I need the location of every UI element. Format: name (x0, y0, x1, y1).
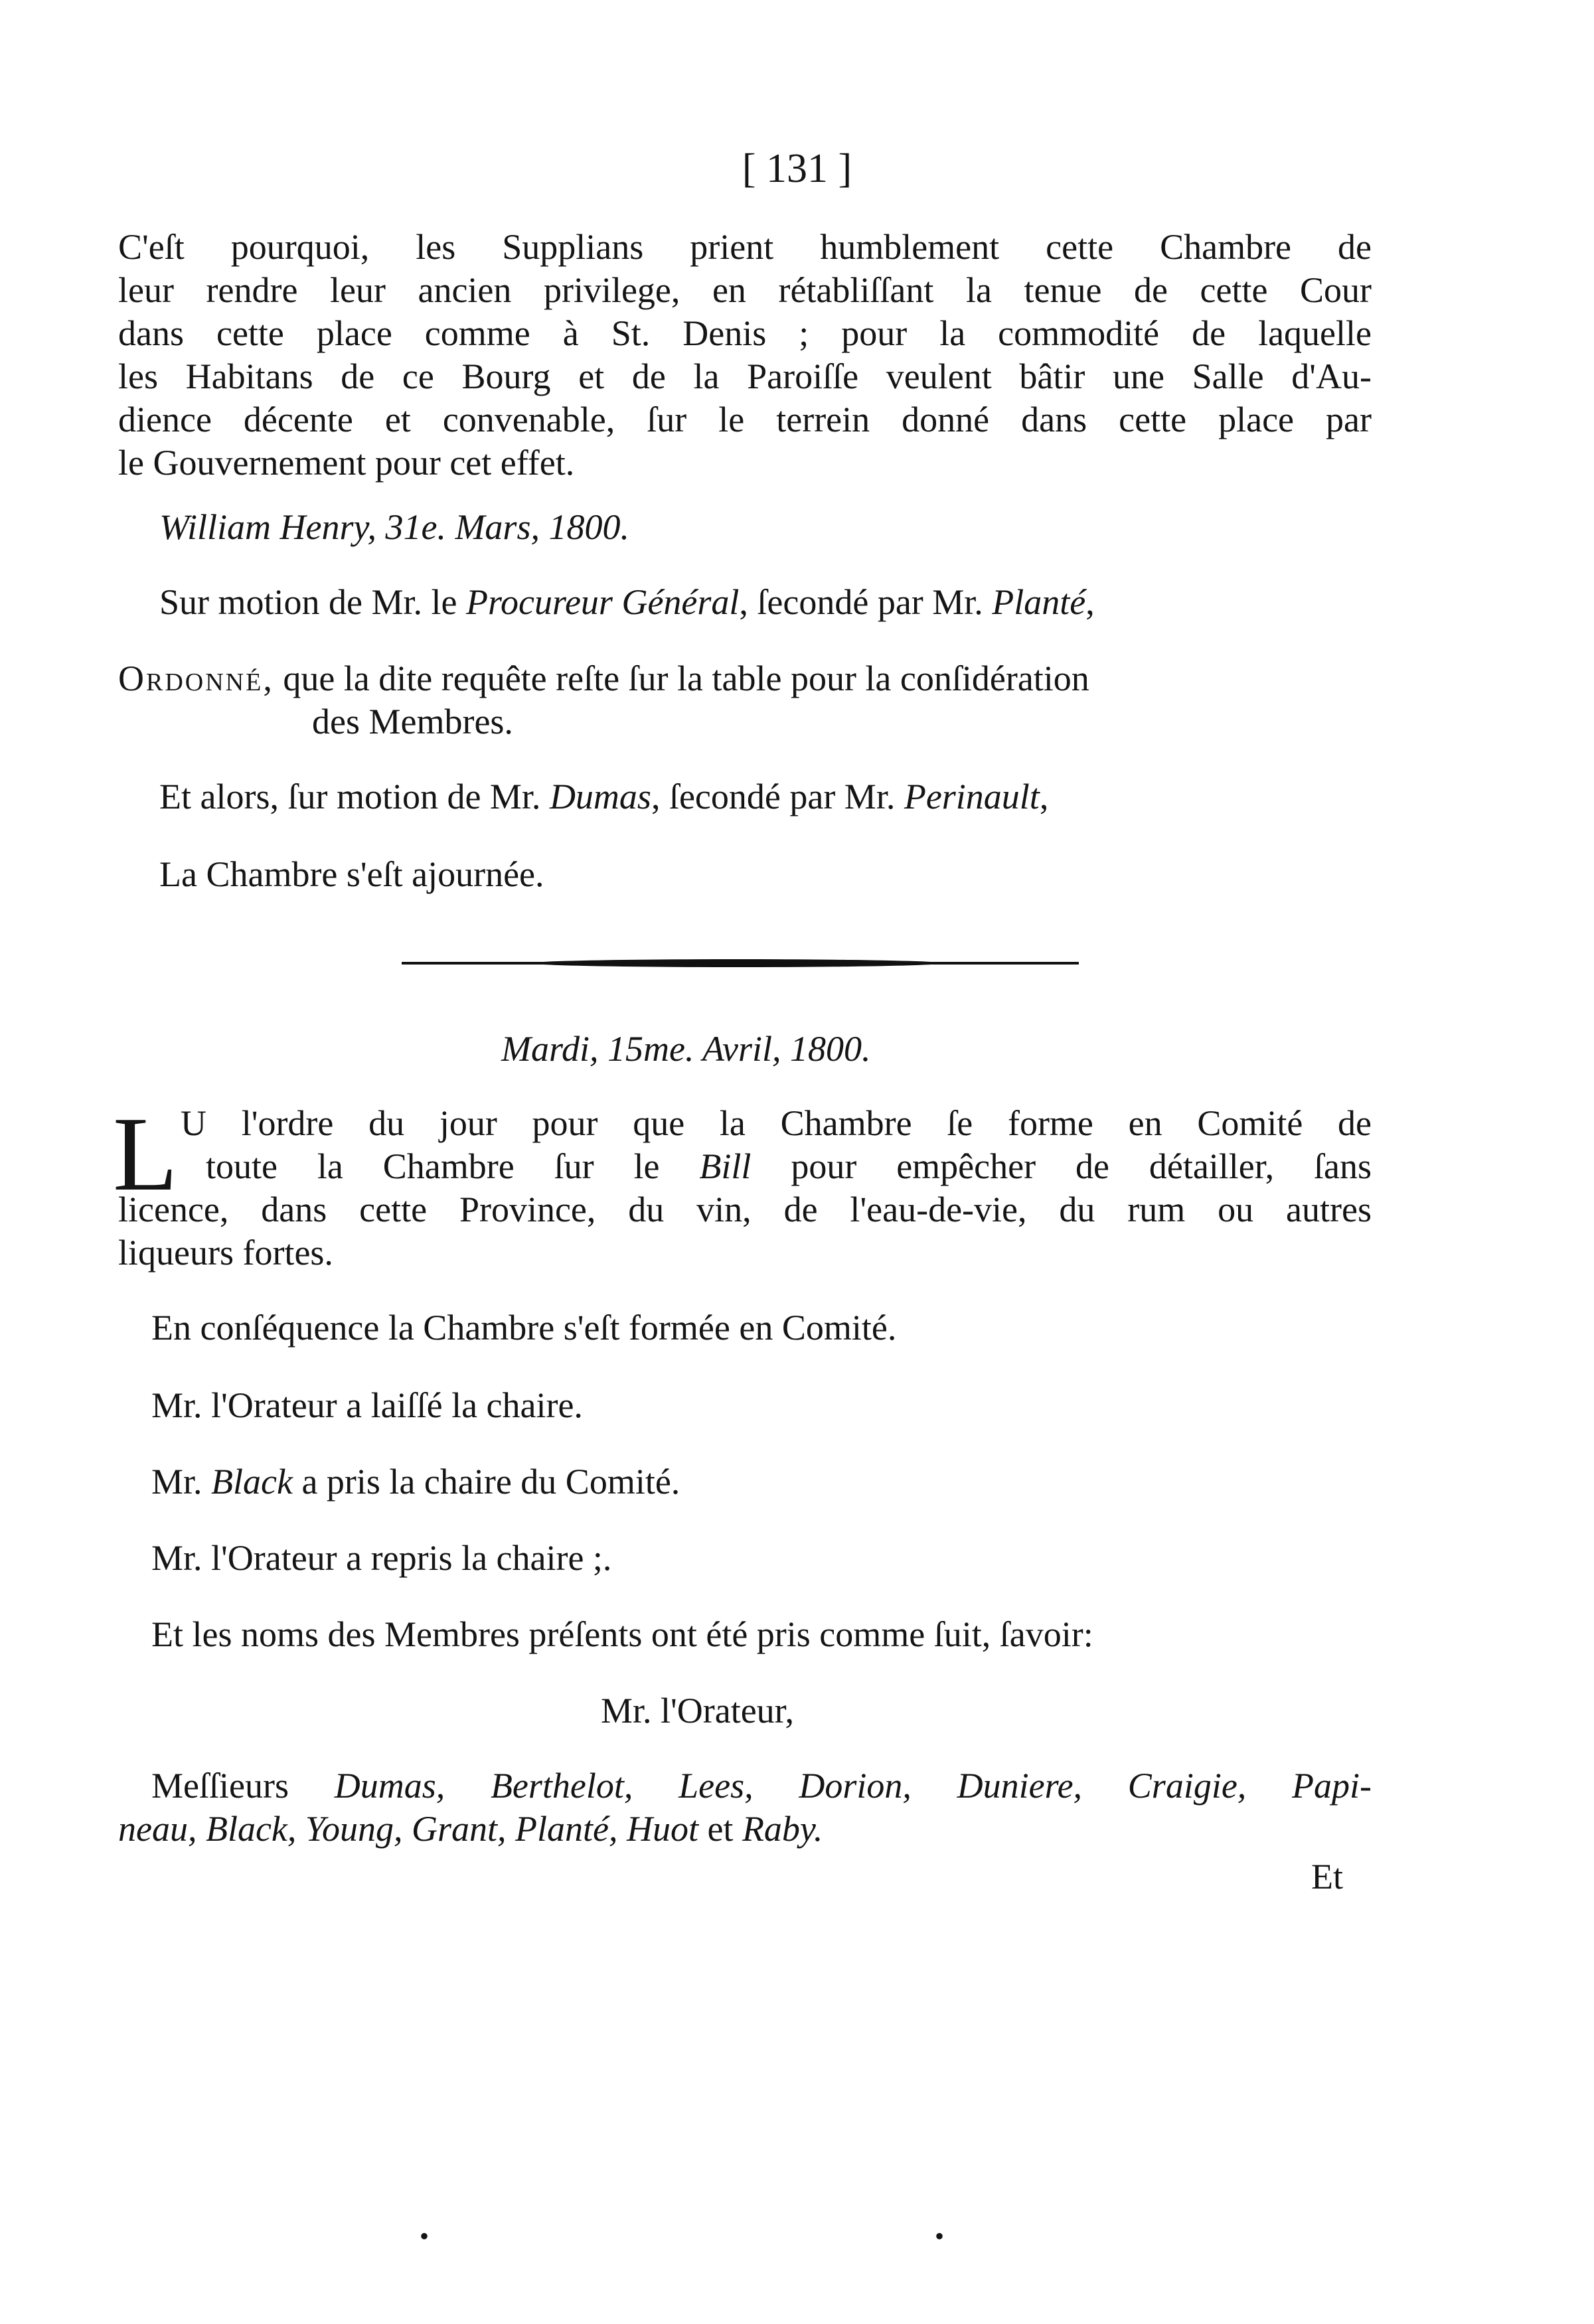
reading-line-4: liqueurs fortes. (118, 1233, 333, 1273)
reading-line-3: licence, dans cette Province, du vin, de l'eau-de-vie, du rum ou autres (118, 1190, 1372, 1229)
attendance-speaker: Mr. l'Orateur, (601, 1691, 794, 1731)
petition-line-6: le Gouvernement pour cet effet. (118, 443, 575, 483)
speaker-resumed-chair: Mr. l'Orateur a repris la chaire ;. (151, 1538, 612, 1578)
petition-line-1: C'eſt pourquoi, les Supplians prient humblement cette Chambre de (118, 227, 1372, 267)
motion-dumas: Et alors, ſur motion de Mr. Dumas, ſecondé par Mr. Perinault, (159, 777, 1049, 816)
reading-line-2: toute la Chambre ſur le Bill pour empêcher de détailler, ſans (206, 1146, 1372, 1186)
petition-line-4: les Habitans de ce Bourg et de la Paroiſſe veulent bâtir une Salle d'Au- (118, 356, 1372, 396)
petition-signature: William Henry, 31e. Mars, 1800. (159, 507, 629, 547)
committee-formed: En conſéquence la Chambre s'eſt formée en Comité. (151, 1308, 897, 1348)
attendance-line-2: neau, Black, Young, Grant, Planté, Huot et Raby. (118, 1809, 823, 1849)
order-label: Ordonné, (118, 658, 274, 698)
petition-line-3: dans cette place comme à St. Denis ; pour la commodité de laquelle (118, 313, 1372, 353)
petition-line-5: dience décente et convenable, ſur le terrein donné dans cette place par (118, 400, 1372, 439)
drop-cap: L (113, 1095, 178, 1213)
attendance-line-1: Meſſieurs Dumas, Berthelot, Lees, Dorion, Duniere, Craigie, Papi- (151, 1766, 1372, 1806)
order-line-2: des Membres. (312, 702, 513, 741)
petition-line-2: leur rendre leur ancien privilege, en rétabliſſant la tenue de cette Cour (118, 270, 1372, 310)
motion-procureur: Sur motion de Mr. le Procureur Général, ſecondé par Mr. Planté, (159, 582, 1095, 622)
black-takes-chair: Mr. Black a pris la chaire du Comité. (151, 1462, 680, 1502)
speaker-left-chair: Mr. l'Orateur a laiſſé la chaire. (151, 1385, 583, 1425)
adjournment: La Chambre s'eſt ajournée. (159, 854, 544, 894)
order-line-1: Ordonné, que la dite requête reſte ſur la table pour la conſidération (118, 658, 1089, 698)
session-date: Mardi, 15me. Avril, 1800. (501, 1029, 871, 1069)
page-number: [ 131 ] (742, 146, 852, 191)
names-taken: Et les noms des Membres préſents ont été pris comme ſuit, ſavoir: (151, 1614, 1093, 1654)
print-mark: • (935, 2221, 945, 2251)
reading-line-1: U l'ordre du jour pour que la Chambre ſe forme en Comité de (181, 1103, 1372, 1143)
catchword: Et (1311, 1857, 1343, 1897)
section-rule-swell (531, 959, 943, 967)
print-mark: • (420, 2221, 430, 2251)
